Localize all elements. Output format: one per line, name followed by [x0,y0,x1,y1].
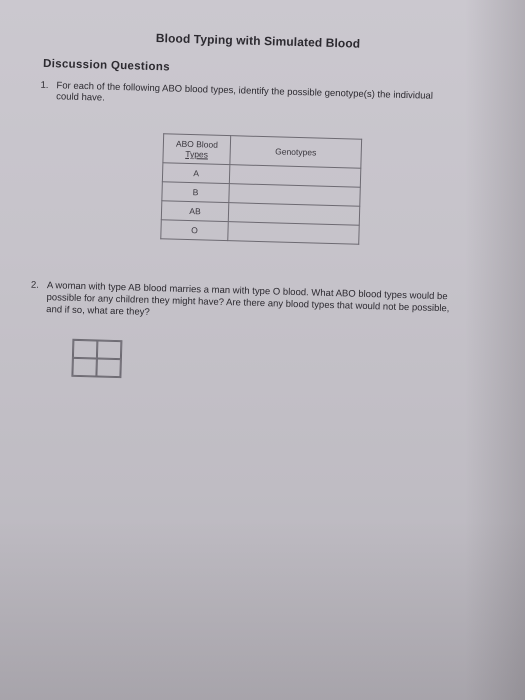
blood-type-cell: AB [161,201,229,222]
genotype-cell[interactable] [228,222,359,245]
question-1-number: 1. [40,79,49,92]
blood-type-cell: B [162,182,230,203]
section-heading: Discussion Questions [42,57,171,74]
header-blood-types [163,134,231,165]
question-2-number: 2. [30,279,40,291]
punnett-cell[interactable] [96,358,120,377]
punnett-cell[interactable] [97,340,121,359]
header-genotypes: Genotypes [230,136,362,169]
page-title: Blood Typing with Simulated Blood [155,31,361,51]
blood-type-cell: O [161,220,229,241]
punnett-cell[interactable] [73,340,97,359]
header-blood-types-line1: ABO Blood [175,138,219,150]
blood-type-table [160,133,362,245]
blood-type-cell: A [162,163,230,184]
header-blood-types-line2: Types [185,148,209,160]
punnett-cell[interactable] [72,358,96,377]
question-1-text: For each of the following ABO blood types, identify the possible genotype(s) the individual could have. [56,80,434,104]
question-2-text: A woman with type AB blood marries a man with type O blood. What ABO blood types would be possible for any children they might have? Are there any blood types that would not be possible, and if so, what are they? [46,280,450,318]
punnett-square[interactable] [71,339,122,378]
paper-shadow-bottom [0,520,525,700]
